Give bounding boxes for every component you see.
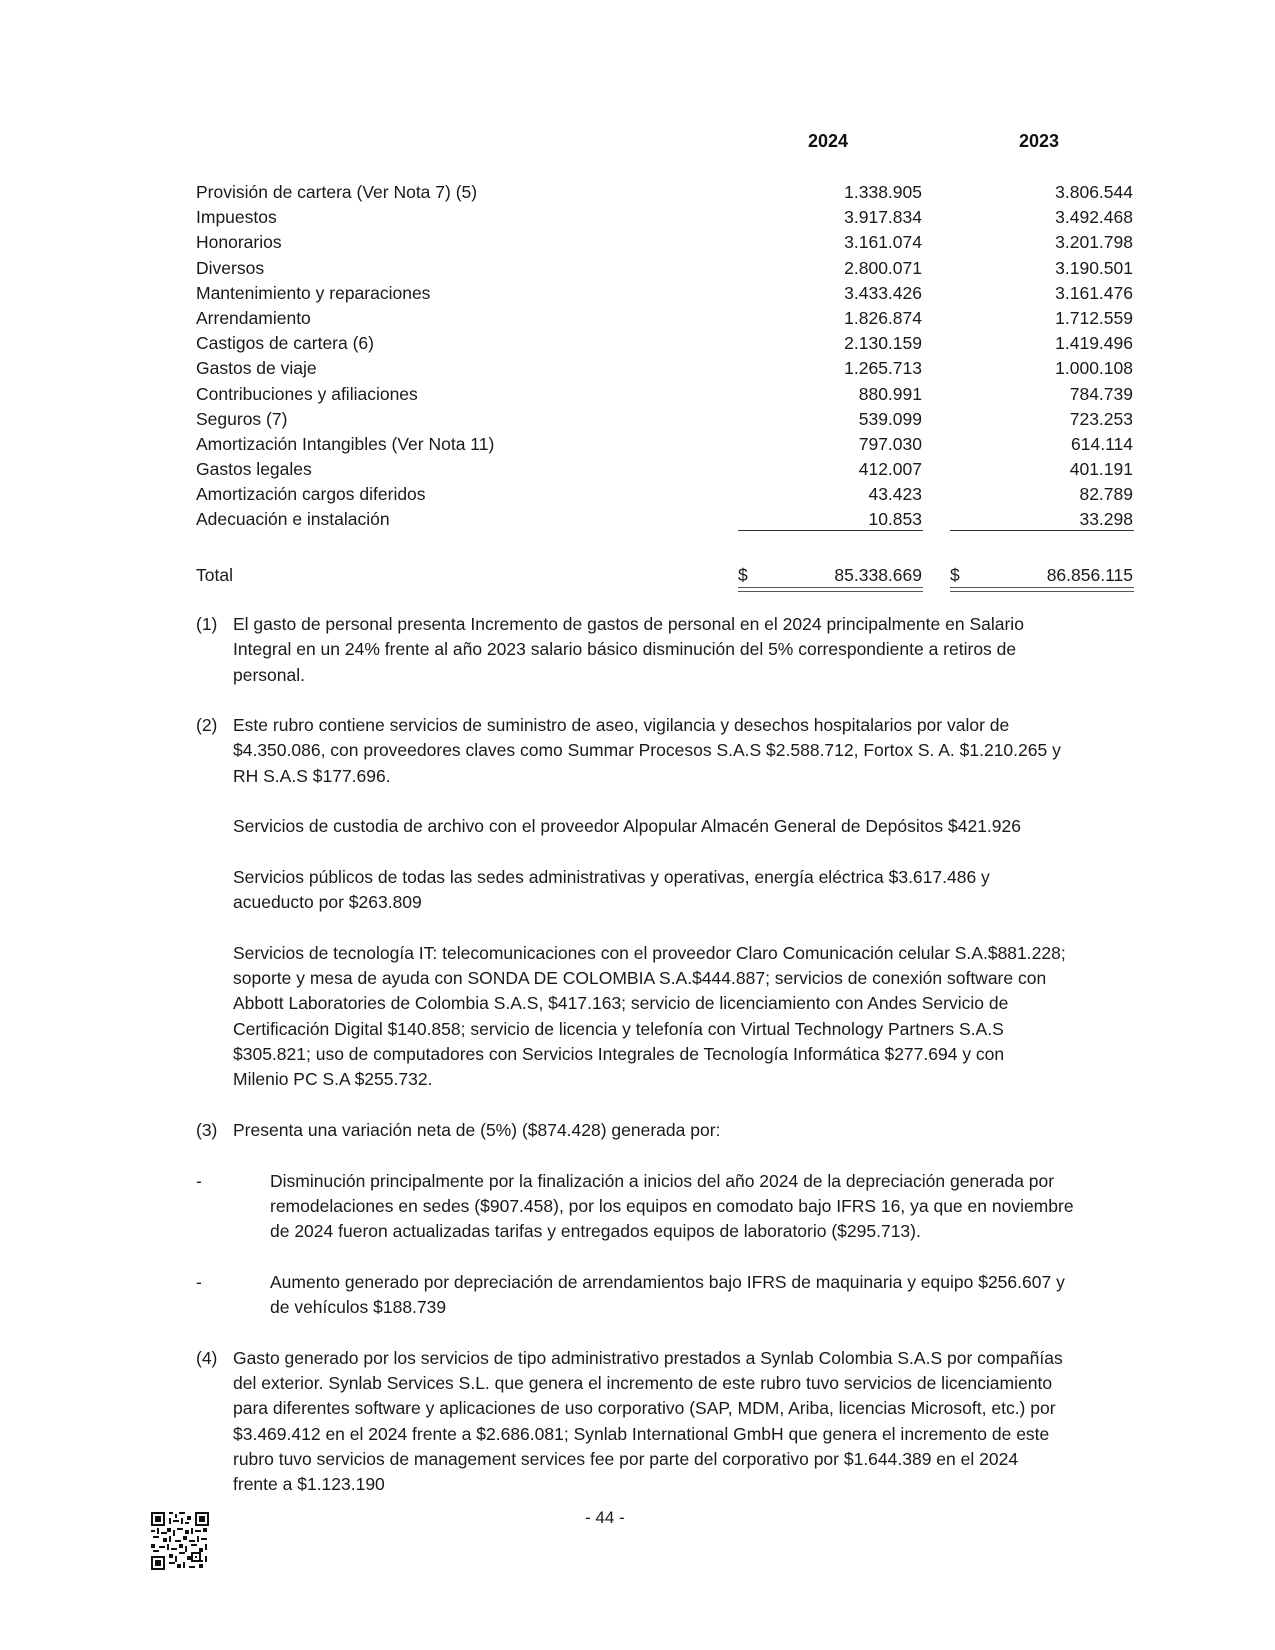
note-line: El gasto de personal presenta Incremento de gastos de personal en el 2024 principalmente en Salario [233,614,1024,634]
bullet-item [196,1270,1133,1321]
value-2023: 3.201.798 [1055,232,1133,253]
row-label: Castigos de cartera (6) [196,333,374,354]
table-row [0,407,1275,432]
note-line: Servicios de custodia de archivo con el proveedor Alpopular Almacén General de Depósitos $421.926 [233,816,1021,837]
row-label: Amortización Intangibles (Ver Nota 11) [196,433,495,454]
note-number: (4) [196,1347,218,1368]
row-label: Contribuciones y afiliaciones [196,383,418,404]
note-line: frente a $1.123.190 [233,1474,385,1495]
note-line: Este rubro contiene servicios de suministro de aseo, vigilancia y desechos hospitalarios por valor de [233,715,1010,736]
note-2 [0,713,1275,1092]
total-row [0,562,1275,588]
row-label: Impuestos [196,207,277,228]
value-2023: 1.419.496 [1055,333,1133,354]
value-2023: 33.298 [1079,509,1133,530]
note-line: $305.821; uso de computadores con Servicios Integrales de Tecnología Informática $277.694 y con [233,1044,1005,1065]
note-line: RH S.A.S $177.696. [233,765,391,786]
double-underline-2024 [738,587,923,592]
value-2024: 797.030 [858,433,922,454]
row-label: Provisión de cartera (Ver Nota 7) (5) [196,182,478,202]
row-label: Amortización cargos diferidos [196,484,426,505]
note-number: (3) [196,1119,218,1140]
expense-table [0,180,1275,533]
note-line: Servicios de tecnología IT: telecomunicaciones con el proveedor Claro Comunicación celular S.A.$881.228; [233,942,1066,963]
value-2024: 1.826.874 [844,307,922,328]
note-line: Presenta una variación neta de (5%) ($874.428) generada por: [233,1119,721,1140]
page-number: - 44 - [585,1508,625,1527]
note-line: de vehículos $188.739 [270,1297,447,1318]
note-line: para diferentes software y aplicaciones de uso corporativo (SAP, MDM, Ariba, licencias Microsoft, etc.) por [233,1398,1056,1419]
note-line: Integral en un 24% frente al año 2023 salario básico disminución del 5% correspondiente a retiros de [233,639,1017,660]
value-2023: 82.789 [1079,484,1133,505]
total-2023: 86.856.115 [1046,565,1133,585]
table-row [0,331,1275,356]
value-2024: 1.338.905 [844,182,922,202]
table-row [0,356,1275,381]
table-row [0,306,1275,331]
table-row [0,205,1275,230]
note-line: $4.350.086, con proveedores claves como Summar Procesos S.A.S $2.588.712, Fortox S. A. $1.210.265 y [233,740,1061,761]
note-line: $3.469.412 en el 2024 frente a $2.686.081; Synlab International GmbH que genera el incremento de este [233,1423,1050,1444]
note-line: Aumento generado por depreciación de arrendamientos bajo IFRS de maquinaria y equipo $256.607 y [270,1271,1065,1292]
note-line: de 2024 fueron actualizadas tarifas y entregados equipos de laboratorio ($295.713). [270,1221,921,1242]
footnotes [0,612,1275,1497]
note-line: soporte y mesa de ayuda con SONDA DE COLOMBIA S.A.$444.887; servicios de conexión software con [233,968,1047,989]
row-label: Adecuación e instalación [196,509,390,530]
total-2024: 85.338.669 [834,565,922,585]
value-2024: 2.800.071 [844,257,922,278]
value-2024: 3.433.426 [844,282,922,303]
value-2024: 880.991 [858,383,922,404]
note-4 [0,1346,1275,1498]
total-label: Total [196,565,233,585]
note-1 [0,612,1275,688]
value-2024: 412.007 [858,459,922,480]
table-row [0,180,1275,205]
bullet-item [196,1169,1133,1245]
subtotal-rule-2023 [950,530,1134,531]
note-line: remodelaciones en sedes ($907.458), por los equipos en comodato bajo IFRS 16, ya que en noviembre [270,1195,1074,1216]
table-row [0,230,1275,255]
table-row [0,281,1275,306]
subtotal-rule-2024 [738,530,923,531]
row-label: Seguros (7) [196,408,288,429]
value-2023: 401.191 [1069,459,1133,480]
note-line: acueducto por $263.809 [233,892,422,913]
note-line: Disminución principalmente por la finalización a inicios del año 2024 de la depreciación generada por [270,1170,1055,1191]
value-2024: 1.265.713 [844,358,922,379]
note-3 [0,1118,1275,1320]
note-line: personal. [233,664,305,685]
table-row [0,382,1275,407]
table-row [0,256,1275,281]
note-line: Servicios públicos de todas las sedes administrativas y operativas, energía eléctrica $3.617.486 y [233,866,990,887]
currency-symbol-2024: $ [738,565,748,585]
bullet-dash-icon: - [196,1170,202,1191]
column-header-2023: 2023 [1019,131,1060,151]
note-number: (2) [196,715,218,736]
note-line: del exterior. Synlab Services S.L. que genera el incremento de este rubro tuvo servicios de licenciamiento [233,1372,1053,1393]
value-2024: 539.099 [858,408,922,429]
value-2023: 614.114 [1071,433,1133,454]
note-line: Gasto generado por los servicios de tipo administrativo prestados a Synlab Colombia S.A.S por compañías [233,1347,1063,1368]
value-2023: 1.712.559 [1055,307,1133,328]
row-label: Arrendamiento [196,307,311,328]
table-row [0,507,1275,532]
note-line: Milenio PC S.A $255.732. [233,1069,433,1090]
row-label: Gastos de viaje [196,358,317,379]
row-label: Mantenimiento y reparaciones [196,282,431,303]
double-underline-2023 [950,587,1134,592]
qr-code-icon[interactable] [151,1512,209,1570]
value-2024: 2.130.159 [844,333,922,354]
value-2023: 3.806.544 [1055,182,1133,202]
note-number: (1) [196,614,218,634]
value-2023: 723.253 [1069,408,1133,429]
table-row [0,482,1275,507]
currency-symbol-2023: $ [950,565,960,585]
value-2023: 784.739 [1069,383,1133,404]
value-2023: 1.000.108 [1055,358,1133,379]
table-row [0,457,1275,482]
row-label: Diversos [196,257,265,278]
value-2024: 3.161.074 [844,232,922,253]
bullet-dash-icon: - [196,1271,202,1292]
note-line: Abbott Laboratories de Colombia S.A.S, $417.163; servicio de licenciamiento con Andes Servicio de [233,993,1009,1014]
table-row [0,432,1275,457]
value-2024: 3.917.834 [844,207,922,228]
row-label: Gastos legales [196,459,312,480]
row-label: Honorarios [196,232,282,253]
value-2023: 3.190.501 [1055,257,1133,278]
note-line: Certificación Digital $140.858; servicio de licencia y telefonía con Virtual Technology Partners S.A.S [233,1018,1004,1039]
value-2023: 3.492.468 [1055,207,1133,228]
value-2024: 43.423 [868,484,922,505]
note-line: rubro tuvo servicios de management services fee por parte del corporativo por $1.644.389 en el 2024 [233,1448,1019,1469]
value-2024: 10.853 [868,509,922,530]
column-header-2024: 2024 [808,131,849,151]
value-2023: 3.161.476 [1055,282,1133,303]
